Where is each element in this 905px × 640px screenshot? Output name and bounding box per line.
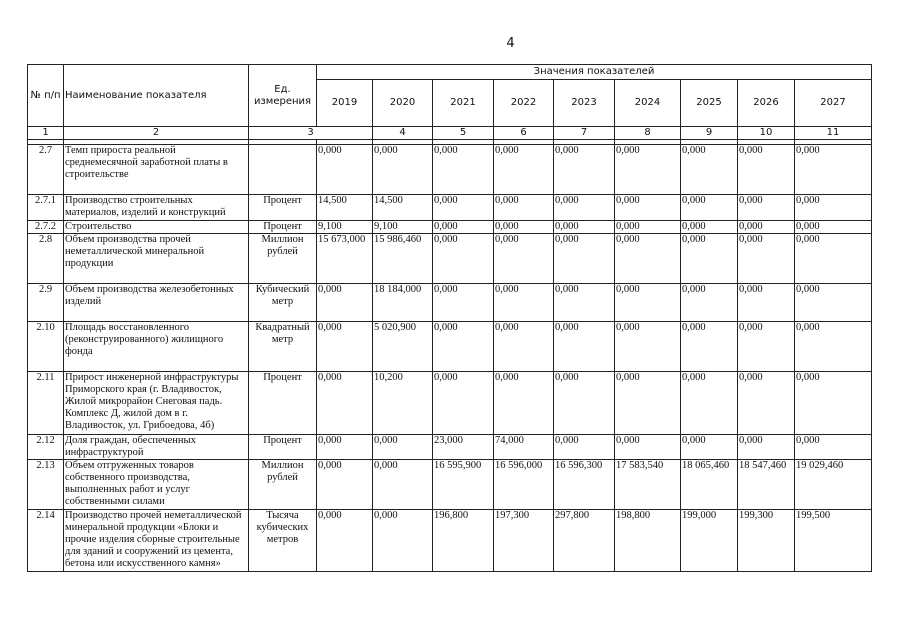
value-cell: 0,000 (681, 435, 738, 460)
value-cell: 0,000 (681, 234, 738, 284)
value-cell: 0,000 (494, 322, 554, 372)
value-cell: 0,000 (738, 145, 795, 195)
value-cell: 0,000 (615, 145, 681, 195)
value-cell: 14,500 (373, 195, 433, 221)
value-cell: 0,000 (738, 284, 795, 322)
value-cell: 0,000 (738, 372, 795, 435)
header-year: 2024 (615, 80, 681, 127)
table-row (28, 435, 872, 460)
indicator-name: Производство строительных материалов, изделий и конструкций (64, 195, 249, 221)
value-cell: 0,000 (795, 284, 872, 322)
row-number: 2.9 (28, 284, 64, 322)
value-cell: 0,000 (317, 145, 373, 195)
value-cell: 15 673,000 (317, 234, 373, 284)
value-cell: 18 547,460 (738, 460, 795, 510)
value-cell: 0,000 (738, 195, 795, 221)
column-number: 6 (494, 127, 554, 140)
indicator-name: Темп прироста реальной среднемесячной заработной платы в строительстве (64, 145, 249, 195)
value-cell: 198,800 (615, 510, 681, 572)
value-cell: 0,000 (317, 435, 373, 460)
value-cell: 0,000 (554, 195, 615, 221)
indicator-name: Доля граждан, обеспеченных инфраструктурой (64, 435, 249, 460)
value-cell: 0,000 (433, 284, 494, 322)
unit-of-measure: Процент (249, 221, 317, 234)
column-number: 10 (738, 127, 795, 140)
value-cell: 17 583,540 (615, 460, 681, 510)
unit-of-measure: Процент (249, 195, 317, 221)
value-cell: 0,000 (494, 234, 554, 284)
value-cell: 0,000 (554, 221, 615, 234)
value-cell: 0,000 (433, 234, 494, 284)
value-cell: 0,000 (681, 372, 738, 435)
value-cell: 199,300 (738, 510, 795, 572)
value-cell: 0,000 (373, 435, 433, 460)
row-number: 2.13 (28, 460, 64, 510)
value-cell: 0,000 (738, 322, 795, 372)
table-row (28, 284, 872, 322)
value-cell: 197,300 (494, 510, 554, 572)
indicator-name: Производство прочей неметаллической минеральной продукции «Блоки и прочие изделия сборные строительные для зданий и сооружений из цемента, бетона или искусственного камня» (64, 510, 249, 572)
header-values-group: Значения показателей (317, 65, 872, 80)
value-cell: 0,000 (317, 284, 373, 322)
value-cell: 0,000 (494, 145, 554, 195)
value-cell: 0,000 (681, 322, 738, 372)
column-number: 8 (615, 127, 681, 140)
header-year: 2027 (795, 80, 872, 127)
value-cell: 0,000 (317, 460, 373, 510)
column-numbers-row (28, 127, 872, 140)
value-cell: 0,000 (433, 221, 494, 234)
row-number: 2.11 (28, 372, 64, 435)
unit-of-measure (249, 145, 317, 195)
value-cell: 0,000 (317, 510, 373, 572)
value-cell: 0,000 (433, 145, 494, 195)
value-cell: 74,000 (494, 435, 554, 460)
value-cell: 5 020,900 (373, 322, 433, 372)
value-cell: 0,000 (554, 284, 615, 322)
unit-of-measure: Миллион рублей (249, 234, 317, 284)
header-year: 2023 (554, 80, 615, 127)
value-cell: 0,000 (373, 145, 433, 195)
header-num: № п/п (28, 65, 64, 127)
value-cell: 0,000 (554, 435, 615, 460)
indicator-name: Строительство (64, 221, 249, 234)
table-row (28, 145, 872, 195)
value-cell: 10,200 (373, 372, 433, 435)
table-row (28, 510, 872, 572)
value-cell: 0,000 (554, 322, 615, 372)
value-cell: 0,000 (494, 284, 554, 322)
value-cell: 0,000 (615, 435, 681, 460)
value-cell: 0,000 (795, 372, 872, 435)
value-cell: 0,000 (681, 195, 738, 221)
value-cell: 0,000 (554, 145, 615, 195)
row-number: 2.7 (28, 145, 64, 195)
value-cell: 0,000 (494, 195, 554, 221)
value-cell: 0,000 (373, 510, 433, 572)
value-cell: 199,500 (795, 510, 872, 572)
column-number: 11 (795, 127, 872, 140)
value-cell: 14,500 (317, 195, 373, 221)
value-cell: 0,000 (681, 221, 738, 234)
value-cell: 18 184,000 (373, 284, 433, 322)
header-year: 2026 (738, 80, 795, 127)
value-cell: 0,000 (433, 195, 494, 221)
table-row (28, 322, 872, 372)
row-number: 2.10 (28, 322, 64, 372)
value-cell: 297,800 (554, 510, 615, 572)
header-year: 2019 (317, 80, 373, 127)
column-number: 1 (28, 127, 64, 140)
table-row (28, 195, 872, 221)
unit-of-measure: Тысяча кубических метров (249, 510, 317, 572)
header-year: 2021 (433, 80, 494, 127)
header-unit: Ед. измерения (249, 65, 317, 127)
indicator-name: Прирост инженерной инфраструктуры Приморского края (г. Владивосток, Жилой микрорайон Снеговая падь. Комплекс Д, жилой дом в г. Владивосток, ул. Грибоедова, 4б) (64, 372, 249, 435)
column-number: 9 (681, 127, 738, 140)
header-year: 2022 (494, 80, 554, 127)
unit-of-measure: Кубический метр (249, 284, 317, 322)
value-cell: 0,000 (795, 435, 872, 460)
value-cell: 0,000 (795, 145, 872, 195)
value-cell: 0,000 (317, 322, 373, 372)
indicator-name: Объем производства прочей неметаллической минеральной продукции (64, 234, 249, 284)
value-cell: 0,000 (373, 460, 433, 510)
value-cell: 0,000 (795, 221, 872, 234)
row-number: 2.8 (28, 234, 64, 284)
row-number: 2.7.2 (28, 221, 64, 234)
table-row (28, 460, 872, 510)
page-number: 4 (506, 36, 515, 51)
value-cell: 0,000 (494, 221, 554, 234)
value-cell: 16 596,000 (494, 460, 554, 510)
value-cell: 0,000 (615, 221, 681, 234)
value-cell: 0,000 (615, 234, 681, 284)
value-cell: 0,000 (615, 322, 681, 372)
unit-of-measure: Процент (249, 435, 317, 460)
value-cell: 9,100 (317, 221, 373, 234)
value-cell: 0,000 (317, 372, 373, 435)
indicator-name: Объем производства железобетонных изделий (64, 284, 249, 322)
column-number: 3 (249, 127, 373, 140)
value-cell: 0,000 (681, 284, 738, 322)
value-cell: 0,000 (795, 322, 872, 372)
row-number: 2.7.1 (28, 195, 64, 221)
value-cell: 0,000 (738, 221, 795, 234)
column-number: 5 (433, 127, 494, 140)
row-number: 2.12 (28, 435, 64, 460)
table-row (28, 372, 872, 435)
value-cell: 23,000 (433, 435, 494, 460)
value-cell: 0,000 (615, 284, 681, 322)
value-cell: 16 595,900 (433, 460, 494, 510)
value-cell: 9,100 (373, 221, 433, 234)
value-cell: 15 986,460 (373, 234, 433, 284)
value-cell: 19 029,460 (795, 460, 872, 510)
header-name: Наименование показателя (64, 65, 249, 127)
indicator-name: Объем отгруженных товаров собственного производства, выполненных работ и услуг собственными силами (64, 460, 249, 510)
value-cell: 18 065,460 (681, 460, 738, 510)
header-year: 2020 (373, 80, 433, 127)
value-cell: 0,000 (554, 234, 615, 284)
value-cell: 0,000 (738, 435, 795, 460)
unit-of-measure: Квадратный метр (249, 322, 317, 372)
row-number: 2.14 (28, 510, 64, 572)
value-cell: 0,000 (795, 234, 872, 284)
value-cell: 0,000 (494, 372, 554, 435)
table-row (28, 221, 872, 234)
value-cell: 0,000 (433, 322, 494, 372)
indicator-name: Площадь восстановленного (реконструированного) жилищного фонда (64, 322, 249, 372)
column-number: 4 (373, 127, 433, 140)
column-number: 7 (554, 127, 615, 140)
value-cell: 0,000 (795, 195, 872, 221)
value-cell: 0,000 (615, 372, 681, 435)
value-cell: 0,000 (615, 195, 681, 221)
value-cell: 0,000 (433, 372, 494, 435)
column-number: 2 (64, 127, 249, 140)
value-cell: 0,000 (738, 234, 795, 284)
unit-of-measure: Процент (249, 372, 317, 435)
header-year: 2025 (681, 80, 738, 127)
value-cell: 199,000 (681, 510, 738, 572)
value-cell: 0,000 (554, 372, 615, 435)
value-cell: 16 596,300 (554, 460, 615, 510)
value-cell: 196,800 (433, 510, 494, 572)
value-cell: 0,000 (681, 145, 738, 195)
table-row (28, 234, 872, 284)
unit-of-measure: Миллион рублей (249, 460, 317, 510)
indicators-table (27, 64, 872, 572)
